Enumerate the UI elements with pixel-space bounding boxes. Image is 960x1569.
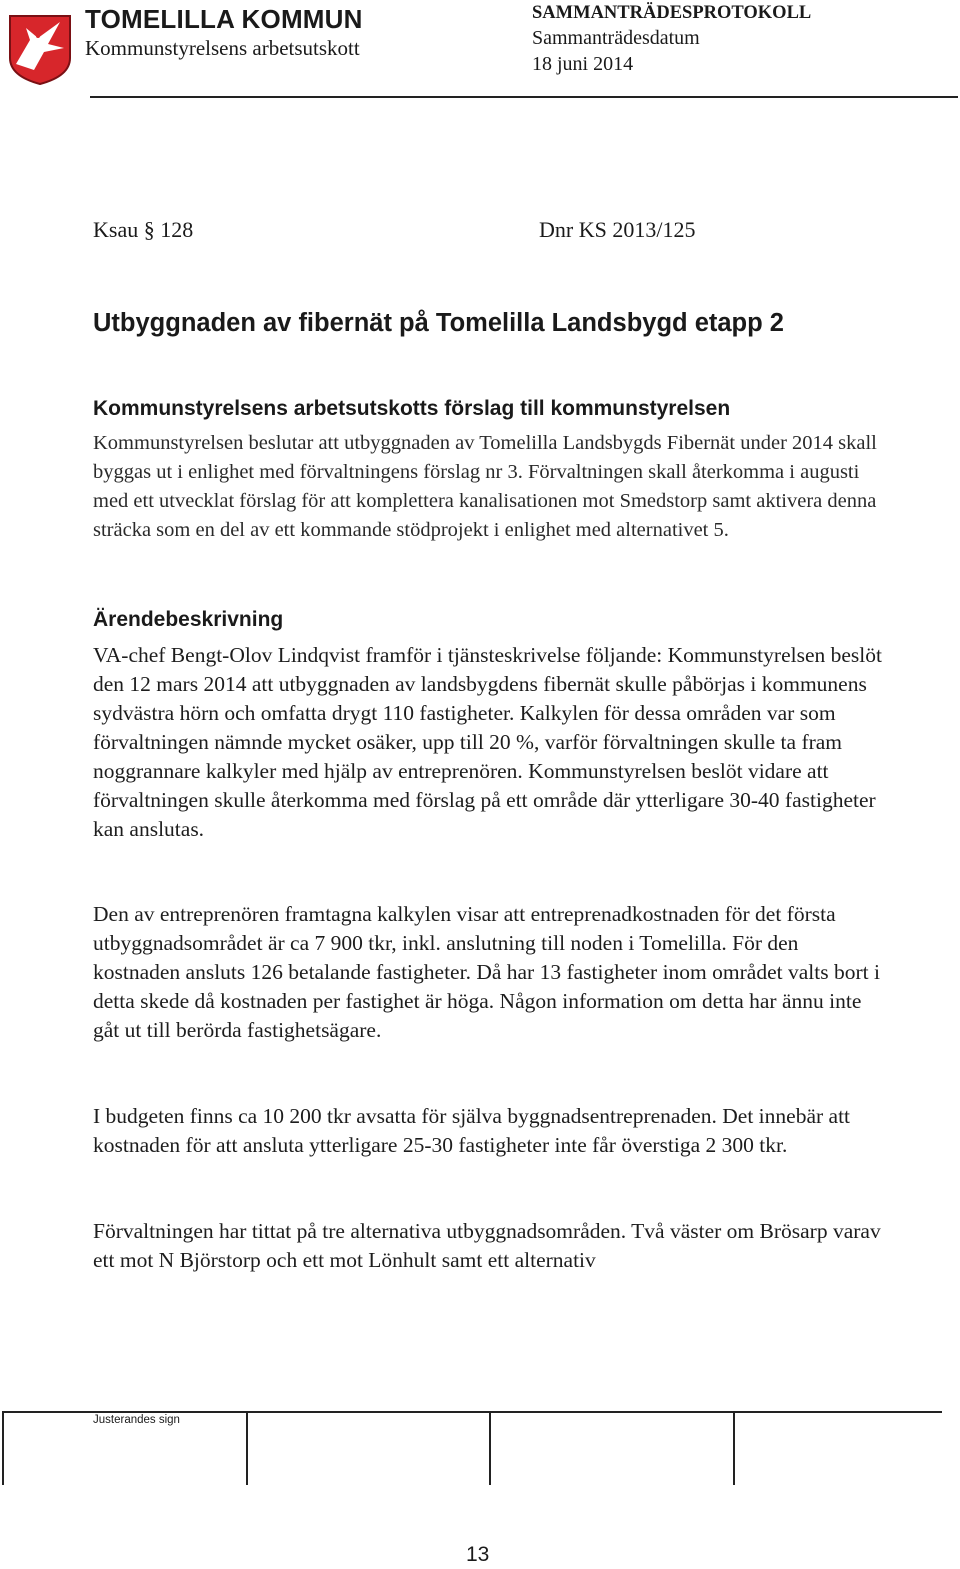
meeting-date-label: Sammanträdesdatum (532, 27, 700, 49)
paragraph-reference (93, 217, 193, 243)
document-type: SAMMANTRÄDESPROTOKOLL (532, 3, 812, 23)
meeting-date: 18 juni 2014 (532, 53, 634, 75)
signature-cell (246, 1413, 248, 1485)
organization-name: TOMELILLA KOMMUN (85, 4, 363, 34)
description-paragraph: I budgeten finns ca 10 200 tkr avsatta för själva byggnadsentreprenaden. Det innebär att kostnaden för att ansluta ytterligare 25-30 fastigheter inte får överstiga 2 300 tkr. (93, 1104, 851, 1157)
paragraph-prefix: Ksau (93, 217, 139, 242)
paragraph-number: 128 (160, 217, 194, 242)
case-number: Dnr KS 2013/125 (539, 217, 696, 242)
proposal-heading: Kommunstyrelsens arbetsutskotts förslag till kommunstyrelsen (93, 397, 731, 420)
description-paragraph: Den av entreprenören framtagna kalkylen visar att entreprenadkostnaden för det första utbyggnadsområdet är ca 7 900 tkr, inkl. anslutning till noden i Tomelilla. För den kostnaden ansluts 126 betalande fastigheter. Då har 13 fastigheter inom området valts bort i detta skede då kostnaden per fastighet är höga. Någon information om detta har ännu inte gåt ut till berörda fastighetsägare. (93, 902, 880, 1042)
proposal-text: Kommunstyrelsen beslutar att utbyggnaden av Tomelilla Landsbygds Fibernät under 2014 skall byggas ut i enlighet med förvaltningens förslag nr 3. Förvaltningen skall återkomma i augusti med ett utvecklat förslag för att komplettera kanalisationen mot Smedstorp samt aktivera denna sträcka som en del av ett kommande stödprojekt i enlighet med alternativet 5. (93, 432, 877, 541)
signature-cell (2, 1413, 4, 1485)
description-paragraph: VA-chef Bengt-Olov Lindqvist framför i tjänsteskrivelse följande: Kommunstyrelsen beslöt den 12 mars 2014 att utbyggnaden av landsbygdens fibernät skulle påbörjas i kommunens sydvästra hörn och omfatta drygt 110 fastigheter. Kalkylen för dessa områden var som förvaltningen nämnde mycket osäker, upp till 20 %, varför förvaltningen skulle ta fram noggrannare kalkyler med hjälp av entreprenören. Kommunstyrelsen beslöt vidare att förvaltningen skulle återkomma med förslag på ett område där ytterligare 30-40 fastigheter kan anslutas. (93, 643, 882, 841)
section-symbol: § (143, 217, 155, 242)
organization-unit: Kommunstyrelsens arbetsutskott (85, 36, 360, 60)
header-divider (90, 96, 958, 98)
signature-cell (489, 1413, 491, 1485)
page-number: 13 (466, 1543, 490, 1566)
description-paragraph: Förvaltningen har tittat på tre alternativa utbyggnadsområden. Två väster om Brösarp varav ett mot N Björstorp och ett mot Lönhult samt ett alternativ (93, 1219, 881, 1272)
signature-label: Justerandes sign (93, 1414, 180, 1426)
description-heading: Ärendebeskrivning (93, 608, 284, 631)
municipal-crest-bird-icon (8, 14, 72, 86)
signature-cell (733, 1413, 735, 1485)
document-title: Utbyggnaden av fibernät på Tomelilla Landsbygd etapp 2 (93, 309, 784, 337)
